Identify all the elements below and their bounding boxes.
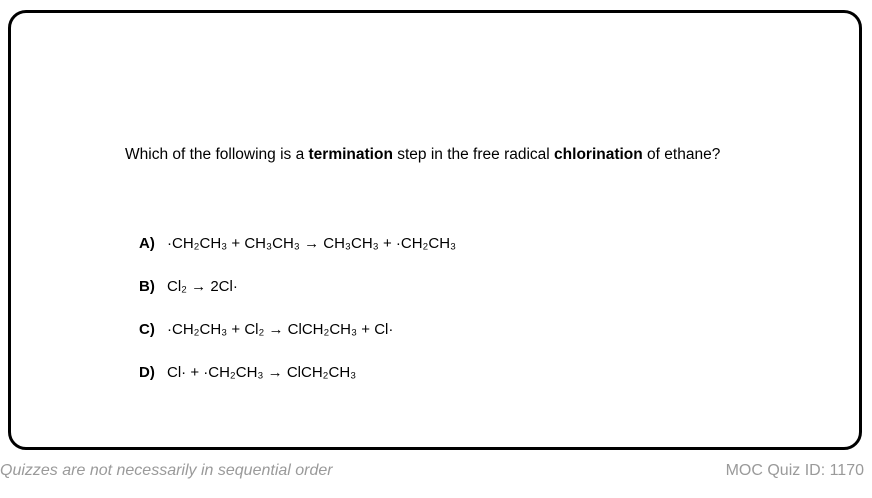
answer-choice-d-text: Cl· + ·CH₂CH₃ → ClCH₂CH₃ — [167, 364, 357, 381]
footer-quiz-id: MOC Quiz ID: 1170 — [725, 462, 864, 479]
answer-choice-c-letter: C) — [139, 321, 155, 338]
question-bold-chlorination: chlorination — [554, 146, 643, 163]
answer-choice-c[interactable] — [139, 321, 799, 338]
answer-choice-a[interactable] — [139, 235, 799, 252]
question-part-1: Which of the following is a — [125, 146, 309, 163]
question-part-2: step in the free radical — [392, 146, 555, 163]
answer-choice-a-letter: A) — [139, 235, 155, 252]
answer-choice-a-text: ·CH₂CH₃ + CH₃CH₃ → CH₃CH₃ + ·CH₂CH₃ — [167, 235, 457, 252]
quiz-slide — [8, 10, 862, 450]
answer-choice-d-letter: D) — [139, 364, 155, 381]
answer-choice-list — [139, 235, 799, 407]
question-part-3: of ethane? — [642, 146, 721, 163]
answer-choice-d[interactable] — [139, 364, 799, 381]
answer-choice-b-text: Cl₂ → 2Cl· — [167, 278, 238, 295]
question-text — [125, 143, 745, 166]
answer-choice-b-letter: B) — [139, 278, 155, 295]
footer-note: Quizzes are not necessarily in sequential order — [0, 462, 333, 479]
question-bold-termination: termination — [308, 146, 393, 163]
answer-choice-c-text: ·CH₂CH₃ + Cl₂ → ClCH₂CH₃ + Cl· — [167, 321, 394, 338]
answer-choice-b[interactable] — [139, 278, 799, 295]
